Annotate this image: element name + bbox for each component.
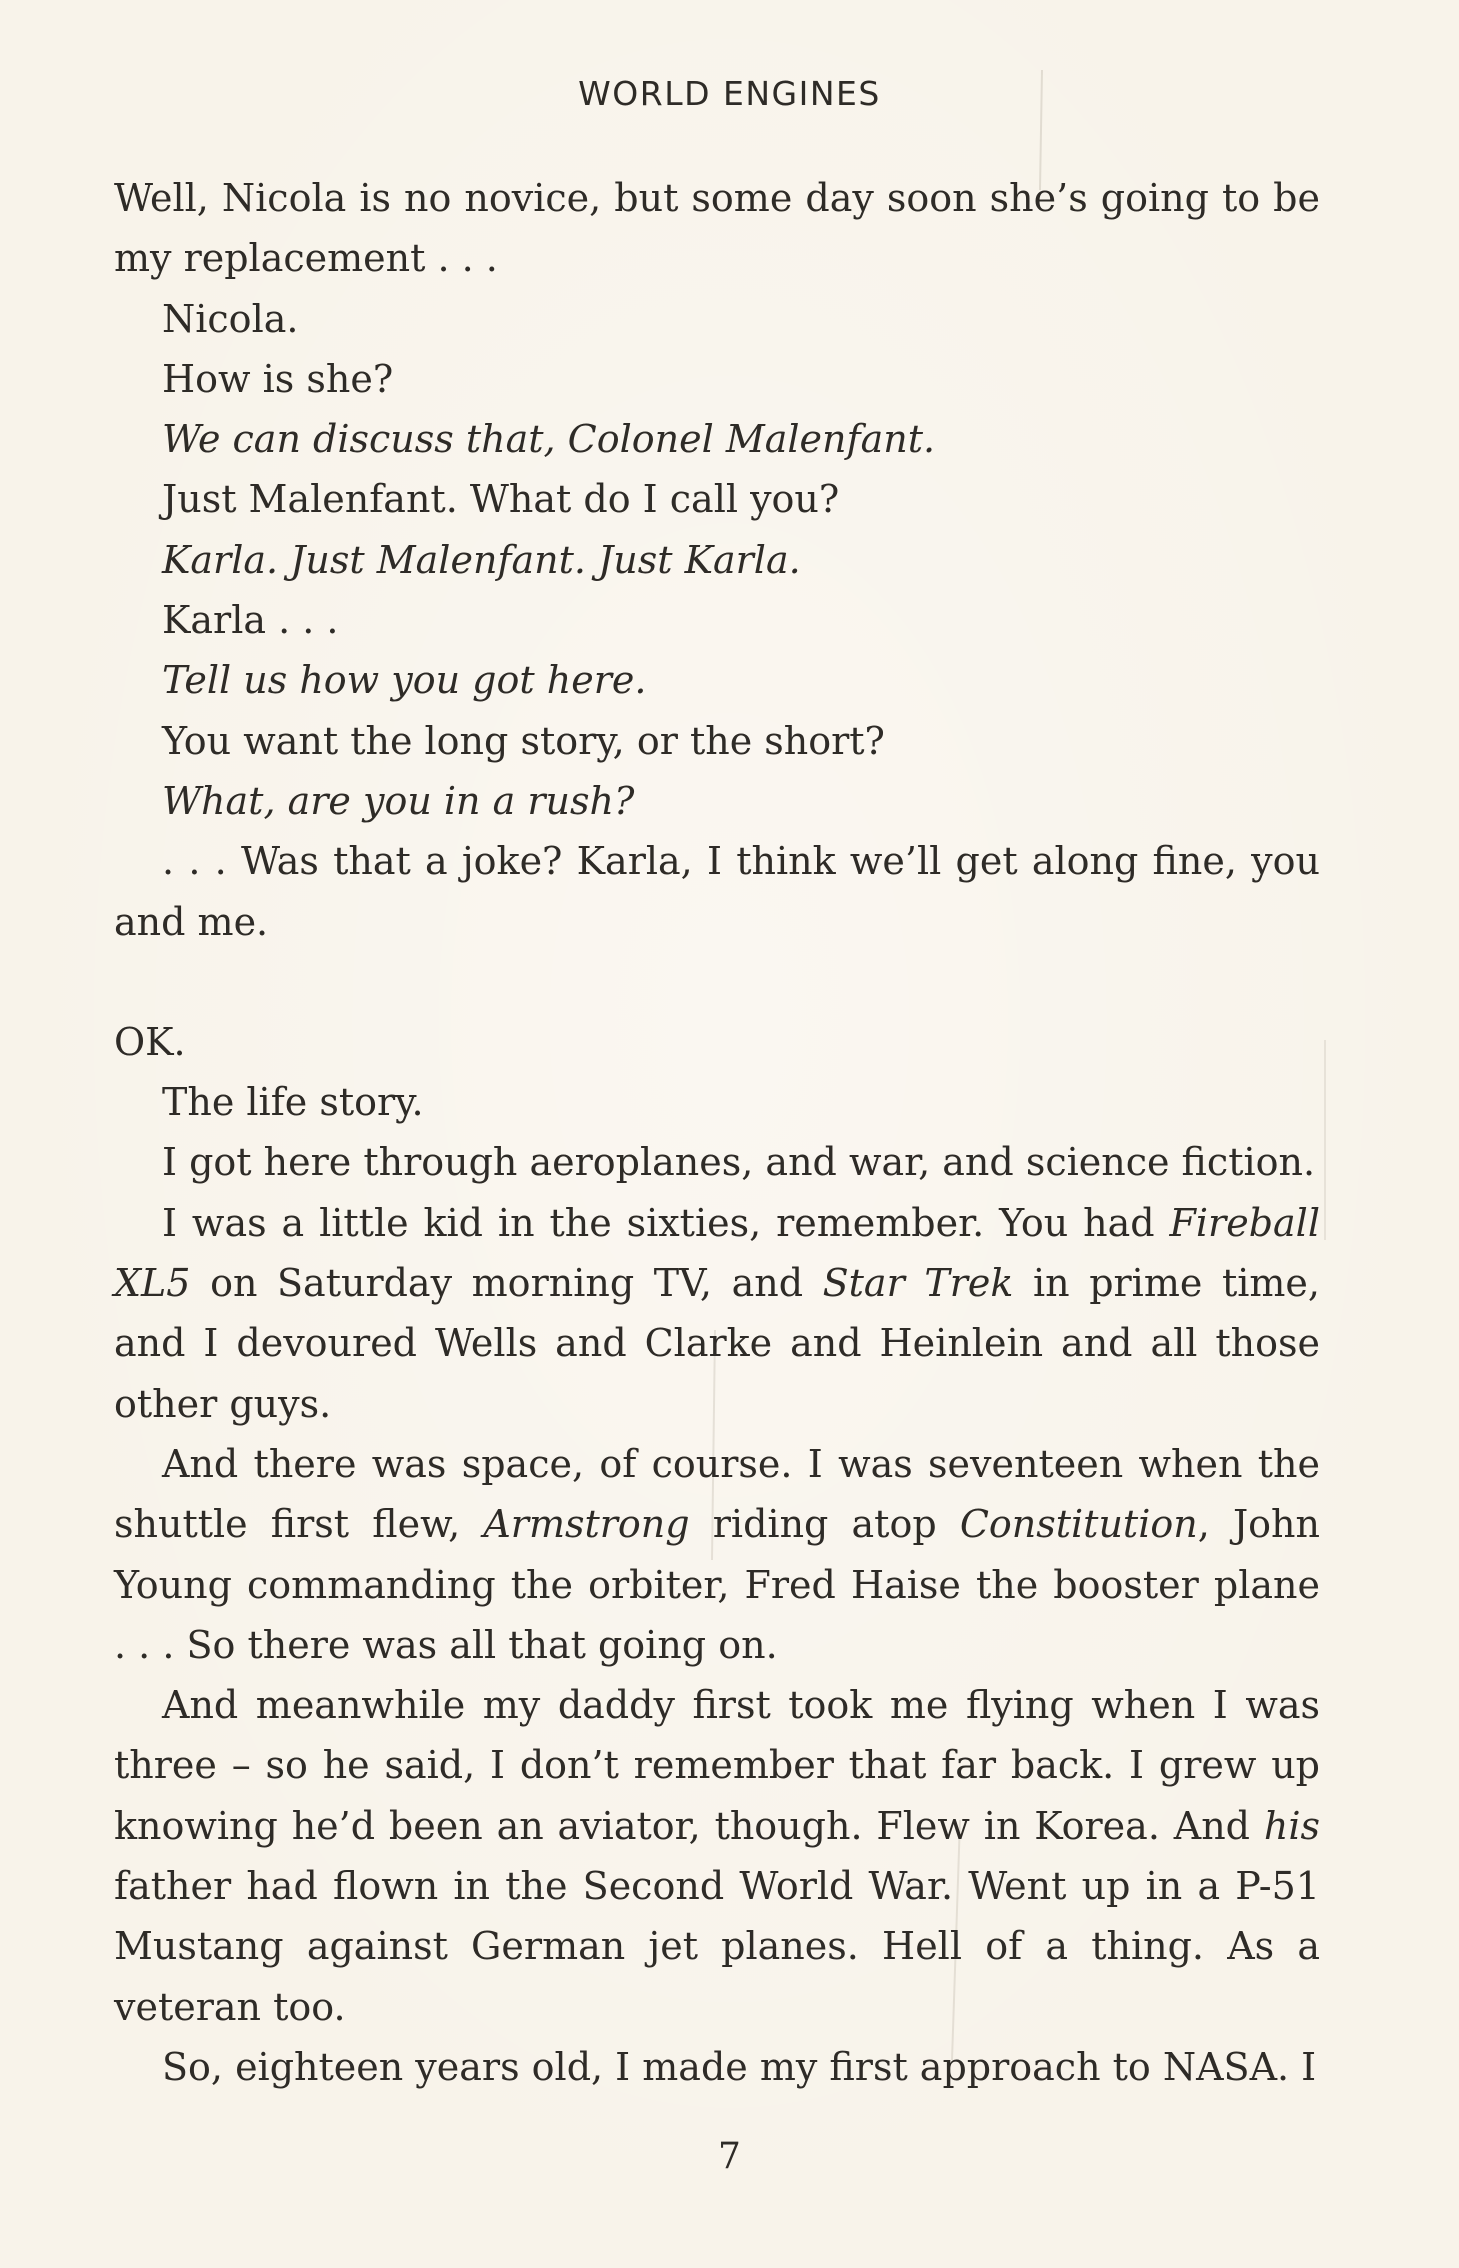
italic-text: Star Trek [822,1261,1014,1306]
text-run: How is she? [162,356,394,401]
paragraph [114,1072,1320,1132]
paragraph [114,349,1320,409]
italic-text: We can discuss that, Colonel Malenfant. [162,417,936,462]
text-run: in prime time, and I devoured Wells and Clarke and Heinlein and all those other guys. [114,1261,1320,1426]
text-run: , John Young commanding the orbiter, Fred Haise the booster plane . . . So there was all that going on. [114,1502,1321,1667]
paragraph [114,590,1320,650]
text-run: You want the long story, or the short? [162,718,885,763]
paragraph [114,289,1320,349]
paragraph [114,409,1320,469]
paragraph [114,2037,1320,2097]
paragraph [114,771,1320,831]
paragraph [114,1675,1320,2037]
text-run: . . . Was that a joke? Karla, I think we’ll get along fine, you and me. [114,839,1320,944]
text-run: Just Malenfant. What do I call you? [162,477,840,522]
paragraph [114,168,1320,289]
text-run: Nicola. [162,296,299,341]
paragraph [114,1434,1320,1675]
body-text [114,168,1320,2097]
text-run: Karla . . . [162,598,339,643]
italic-text: Tell us how you got here. [162,658,647,703]
paragraph [114,1193,1320,1434]
paragraph [114,650,1320,710]
paragraph [114,530,1320,590]
running-head: WORLD ENGINES [578,74,881,113]
italic-text: his [1263,1803,1320,1848]
text-run: I was a little kid in the sixties, remember. You had [162,1200,1170,1245]
italic-text: Karla. Just Malenfant. Just Karla. [162,537,801,582]
italic-text: Armstrong [483,1502,690,1547]
paragraph [114,469,1320,529]
paragraph [114,1132,1320,1192]
italic-text: Fireball XL5 [114,1200,1320,1306]
text-run: So, eighteen years old, I made my first approach to NASA. I [162,2044,1317,2089]
text-run: And there was space, of course. I was seventeen when the shuttle first flew, [114,1441,1320,1547]
text-run: father had flown in the Second World War. Went up in a P-51 Mustang against German jet planes. Hell of a thing. As a veteran too. [114,1864,1320,2029]
paragraph [114,1012,1320,1072]
text-run: I got here through aeroplanes, and war, and science fiction. [162,1140,1316,1185]
text-run: Well, Nicola is no novice, but some day soon she’s going to be my replacement . . . [114,176,1320,281]
paragraph [114,711,1320,771]
text-run: And meanwhile my daddy first took me flying when I was three – so he said, I don’t remember that far back. I grew up knowing he’d been an aviator, though. Flew in Korea. And [114,1683,1320,1848]
italic-text: Constitution [959,1502,1198,1547]
text-run: OK. [114,1019,186,1064]
paragraph [114,831,1320,952]
page-number: 7 [718,2136,741,2177]
text-run: riding atop [689,1502,960,1547]
text-run: on Saturday morning TV, and [190,1261,823,1306]
text-run: The life story. [162,1080,424,1125]
italic-text: What, are you in a rush? [162,778,635,823]
